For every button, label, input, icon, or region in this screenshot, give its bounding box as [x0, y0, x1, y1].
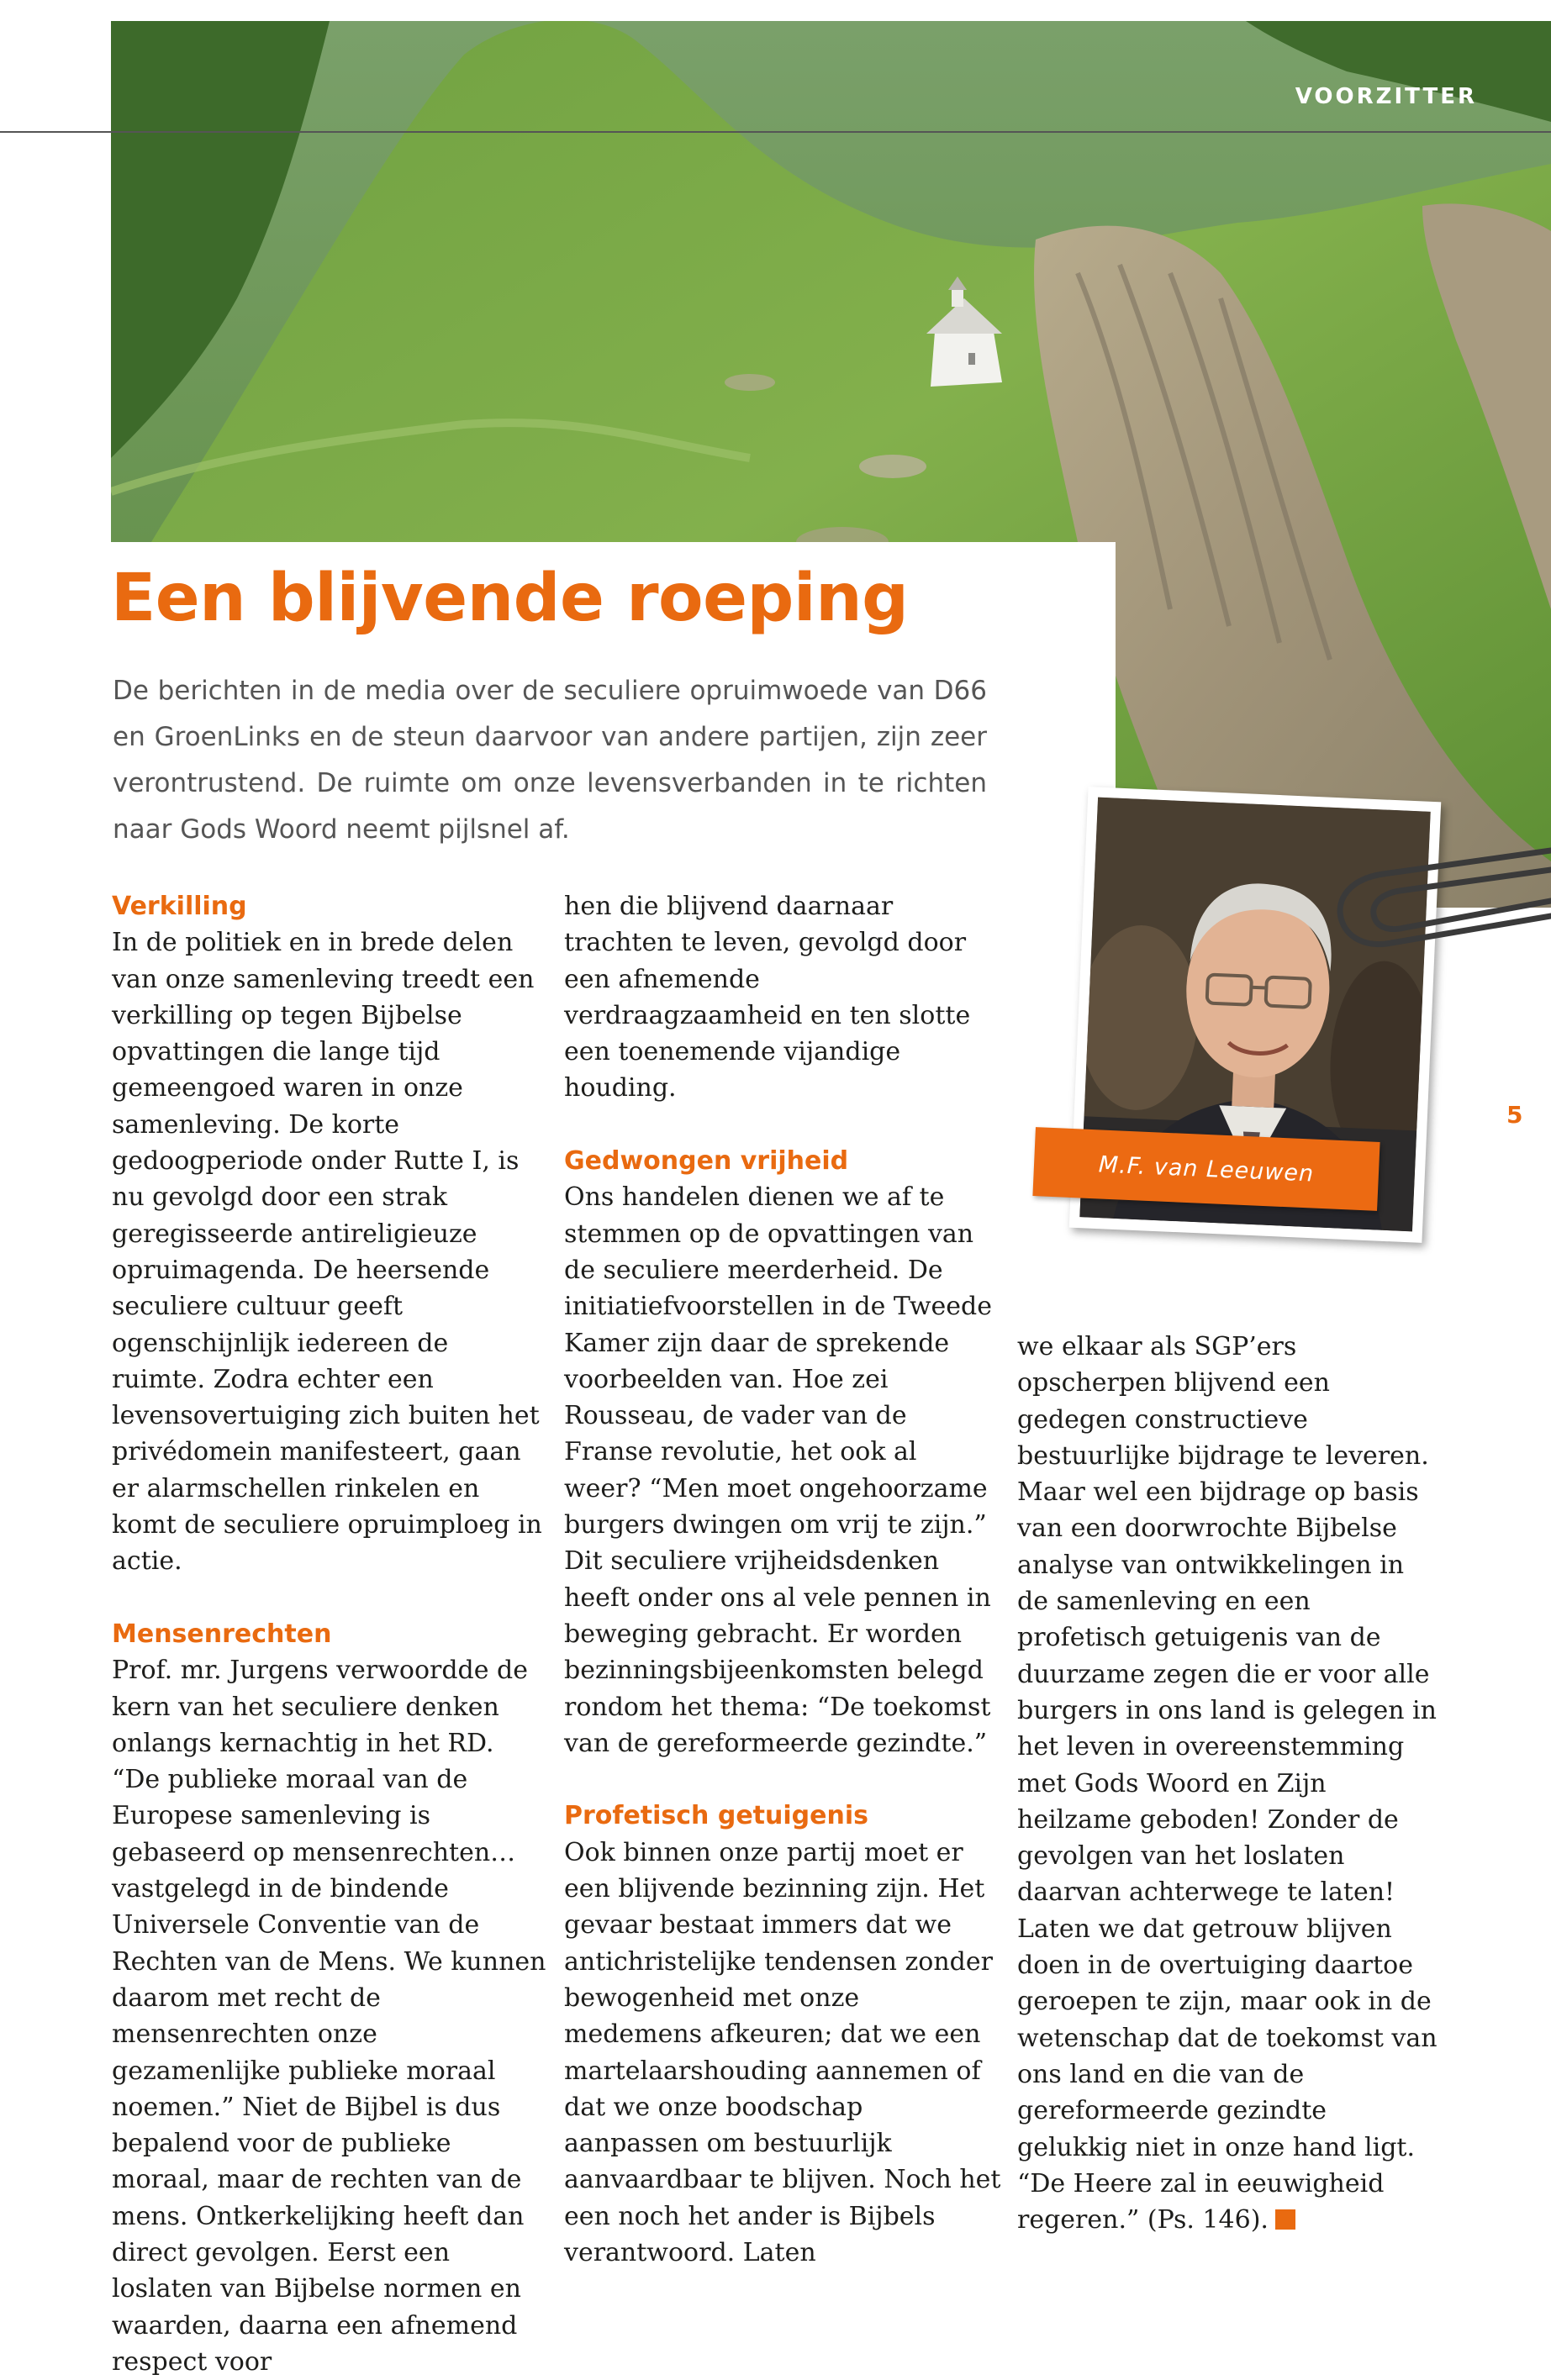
section-heading-verkilling: Verkilling: [112, 892, 247, 921]
section-heading-profetisch-getuigenis: Profetisch getuigenis: [564, 1801, 868, 1831]
section-heading-gedwongen-vrijheid: Gedwongen vrijheid: [564, 1146, 849, 1177]
section-text-mensenrechten-continued: hen die blijvend daarnaar trachten te leven, gevolgd door een afnemende verdraagzaamheid en ten slotte een toenemende vijandige houding.: [564, 892, 971, 1103]
paperclip-icon: [1307, 840, 1551, 978]
section-text-profetisch-getuigenis: Ook binnen onze partij moet er een blijvende bezinning zijn. Het gevaar bestaat immers dat we antichristelijke tendensen zonder bewogenheid met onze medemens afkeuren; dat we een martelaarshouding aannemen of dat we onze boodschap aanpassen om bestuurlijk aanvaardbaar te blijven. Noch het een noch het ander is Bijbels verantwoord. Laten: [564, 1837, 1001, 2267]
section-label: VOORZITTER: [1295, 84, 1477, 109]
header-rule: [0, 131, 1551, 133]
section-text-gedwongen-vrijheid: Ons handelen dienen we af te stemmen op de opvattingen van de seculiere meerderheid. De initiatiefvoorstellen in de Tweede Kamer zijn daar de sprekende voorbeelden van. Hoe zei Rousseau, de vader van de Franse revolutie, het ook al weer? “Men moet ongehoorzame burgers dwingen om vrij te zijn.” Dit seculiere vrijheidsdenken heeft onder ons al vele pennen in beweging gebracht. Er worden bezinningsbijeenkomsten belegd rondom het thema: “De toekomst van de gereformeerde gezindte.”: [564, 1182, 993, 1758]
page-number: 5: [1506, 1101, 1523, 1129]
text-column-1: [112, 888, 549, 2380]
text-column-2: [564, 888, 1001, 2271]
article-intro: De berichten in de media over de seculiere opruimwoede van D66 en GroenLinks en de steun daarvoor van andere partijen, zijn zeer verontrustend. De ruimte om onze levensverbanden in te richten naar Gods Woord neemt pijlsnel af.: [113, 676, 987, 845]
closing-text: we elkaar als SGP’ers opscherpen blijvend een gedegen constructieve bestuurlijke bijdrage te leveren. Maar wel een bijdrage op basis van een doorwrochte Bijbelse analyse van ontwikkelingen in de samenleving en een profetisch getuigenis van de duurzame zegen die er voor alle burgers in ons land is gelegen in het leven in overeenstemming met Gods Woord en Zijn heilzame geboden! Zonder de gevolgen van het loslaten daarvan achterwege te laten! Laten we dat getrouw blijven doen in de overtuiging daartoe geroepen te zijn, maar ook in de wetenschap dat de toekomst van ons land en die van de gereformeerde gezindte gelukkig niet in onze hand ligt. “De Heere zal in eeuwigheid regeren.” (Ps. 146).: [1017, 1332, 1438, 2235]
caption-text: M.F. van Leeuwen: [1098, 1151, 1315, 1187]
section-heading-mensenrechten: Mensenrechten: [112, 1619, 332, 1649]
article-title: Een blijvende roeping: [111, 561, 909, 636]
section-text-mensenrechten: Prof. mr. Jurgens verwoordde de kern van het seculiere denken onlangs kernachtig in het RD. “De publieke moraal van de Europese samenleving is gebaseerd op mensenrechten… vastgelegd in de bindende Universele Conventie van de Rechten van de Mens. We kunnen daarom met recht de mensenrechten onze gezamenlijke publieke moraal noemen.” Niet de Bijbel is dus bepalend voor de publieke moraal, maar de rechten van de mens. Ontkerkelijking heeft dan direct gevolgen. Eerst een loslaten van Bijbelse normen en waarden, daarna een afnemend respect voor: [112, 1656, 546, 2377]
end-mark-icon: [1275, 2209, 1295, 2230]
section-text-verkilling: In de politiek en in brede delen van onze samenleving treedt een verkilling op tegen Bijbelse opvattingen die lange tijd gemeengoed waren in onze samenleving. De korte gedoogperiode onder Rutte I, is nu gevolgd door een strak geregisseerde antireligieuze opruimagenda. De heersende seculiere cultuur geeft ogenschijnlijk iedereen de ruimte. Zodra echter een levensovertuiging zich buiten het privédomein manifesteert, gaan er alarmschellen rinkelen en komt de seculiere opruimploeg in actie.: [112, 928, 542, 1577]
section-text-profetisch-getuigenis-continued: [1017, 1329, 1438, 2238]
text-column-3: [1017, 1329, 1438, 2238]
